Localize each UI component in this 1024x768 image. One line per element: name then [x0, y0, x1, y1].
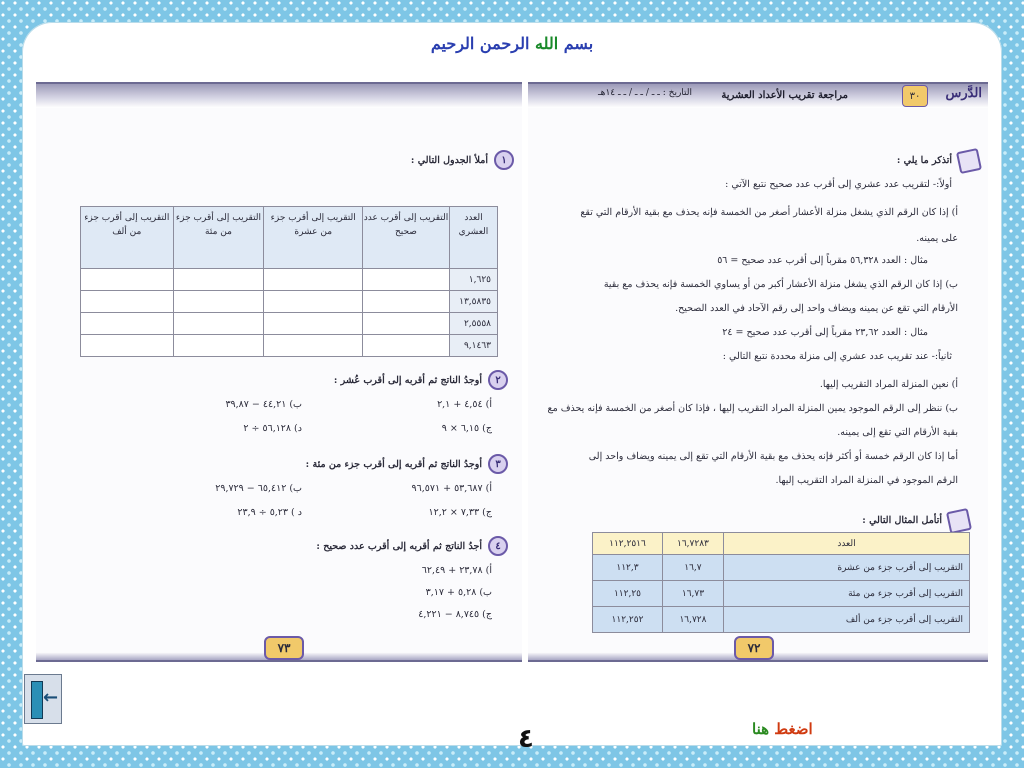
question-item: ب) ٥,٢٨ + ٣,١٧: [425, 587, 492, 598]
exercise-table-header-row: [81, 207, 498, 269]
answer-cell[interactable]: [264, 269, 363, 291]
press-here-word-1: اضغط: [774, 720, 813, 738]
text-line: ب) إذا كان الرقم الذي يشغل منزلة الأعشار أكبر من أو يساوي الخمسة فإنه يحذف مع بقية: [603, 279, 958, 290]
press-here-word-2: هنا: [752, 720, 770, 738]
answer-cell[interactable]: [173, 269, 264, 291]
table-row: [81, 335, 498, 357]
table-header-cell: التقريب إلى أقرب جزء من مئة: [173, 207, 264, 269]
lesson-label: الدَّرس: [945, 86, 982, 101]
question-item: د ) ٥,٢٣ ÷ ٢٣,٩: [237, 507, 302, 518]
table-cell: ١١٢,٢٥٢: [593, 607, 663, 633]
table-cell: ١٦,٧: [662, 555, 723, 581]
table-cell: ٢,٥٥٥٨: [449, 313, 497, 335]
page-header-bar: [36, 82, 522, 108]
basmala-word-3: الرحمن الرحيم: [430, 34, 530, 53]
question-title: أجدُ الناتج ثم أقربه إلى أقرب عدد صحيح :: [316, 541, 482, 552]
question-item: أ) ٤,٥٤ + ٢,١: [437, 399, 492, 410]
answer-cell[interactable]: [264, 291, 363, 313]
page-number-badge: ٧٢: [734, 636, 774, 660]
press-here-link[interactable]: [752, 720, 813, 738]
text-line: ثانياً:- عند تقريب عدد عشري إلى منزلة محددة نتبع التالي :: [722, 351, 952, 362]
table-cell: التقريب إلى أقرب جزء من ألف: [723, 607, 969, 633]
question-title: أوجدُ الناتج ثم أقربه إلى أقرب جزء من مئة :: [305, 459, 482, 470]
text-line: الأرقام التي تقع عن يمينه ويضاف واحد إلى رقم الآحاد في العدد الصحيح.: [675, 303, 958, 314]
question-item: أ) ٥٣,٦٨٧ + ٩٦,٥٧١: [411, 483, 492, 494]
table-header-cell: التقريب إلى أقرب عدد صحيح: [362, 207, 449, 269]
example-table-header-row: [593, 533, 970, 555]
table-cell: ١٦,٧٣: [662, 581, 723, 607]
question-item: د) ٥٦,١٢٨ ÷ ٢: [243, 423, 302, 434]
answer-cell[interactable]: [81, 335, 174, 357]
answer-cell[interactable]: [173, 313, 264, 335]
table-cell: ١,٦٢٥: [449, 269, 497, 291]
table-row: [593, 581, 970, 607]
question-item: ب) ٦٥,٤١٢ − ٢٩,٧٢٩: [215, 483, 302, 494]
table-cell: ٩,١٤٦٣: [449, 335, 497, 357]
table-header-cell: العدد العشري: [449, 207, 497, 269]
remember-icon: [956, 148, 982, 174]
table-row: [81, 269, 498, 291]
question-item: ج) ٧,٣٣ × ١٢,٢: [428, 507, 492, 518]
textbook-page-right: [528, 82, 988, 662]
example-icon: [946, 508, 972, 534]
question-number-icon: ٤: [488, 536, 508, 556]
lesson-title: مراجعة تقريب الأعداد العشرية: [721, 90, 848, 101]
table-row: [593, 555, 970, 581]
question-title: أوجدُ الناتج ثم أقربه إلى أقرب عُشر :: [333, 375, 482, 386]
answer-cell[interactable]: [173, 335, 264, 357]
text-line: ب) ننظر إلى الرقم الموجود يمين المنزلة المراد التقريب إليها ، فإذا كان أصغر من الخمسة فإنه يحذف مع: [547, 403, 958, 414]
text-line: الرقم الموجود في المنزلة المراد التقريب إليها.: [775, 475, 958, 486]
table-cell: ١٣,٥٨٣٥: [449, 291, 497, 313]
text-line: على يمينه.: [916, 233, 958, 244]
answer-cell[interactable]: [264, 313, 363, 335]
example-heading: أتأمل المثال التالي :: [862, 515, 942, 526]
text-line: مثال : العدد ٢٣,٦٢ مقرباً إلى أقرب عدد صحيح = ٢٤: [722, 327, 928, 338]
answer-cell[interactable]: [362, 291, 449, 313]
text-line: أولاً:- لتقريب عدد عشري إلى أقرب عدد صحيح نتبع الآتي :: [725, 179, 952, 190]
text-line: مثال : العدد ٥٦,٣٢٨ مقرباً إلى أقرب عدد صحيح = ٥٦: [717, 255, 928, 266]
question-number-icon: ١: [494, 150, 514, 170]
slide-frame: [22, 22, 1002, 746]
page-number-badge: ٧٣: [264, 636, 304, 660]
exit-door-icon: [31, 681, 43, 719]
table-cell: ١٦,٧٢٨: [662, 607, 723, 633]
lesson-number-badge: ٣٠: [902, 85, 928, 107]
table-header-cell: ١١٢,٢٥١٦: [593, 533, 663, 555]
answer-cell[interactable]: [81, 313, 174, 335]
table-row: [81, 291, 498, 313]
question-number-icon: ٣: [488, 454, 508, 474]
table-header-cell: ١٦,٧٢٨٣: [662, 533, 723, 555]
exit-button[interactable]: [24, 674, 62, 724]
page-header-bar: [528, 82, 988, 108]
question-title: أملأ الجدول التالي :: [410, 155, 488, 166]
table-cell: ١١٢,٢٥: [593, 581, 663, 607]
question-item: أ) ٢٣,٧٨ + ٦٢,٤٩: [421, 565, 492, 576]
table-row: [593, 607, 970, 633]
text-line: أ) نعين المنزلة المراد التقريب إليها.: [819, 379, 958, 390]
answer-cell[interactable]: [264, 335, 363, 357]
question-item: ج) ٦,١٥ × ٩: [441, 423, 492, 434]
table-row: [81, 313, 498, 335]
answer-cell[interactable]: [81, 269, 174, 291]
basmala-word-1: بسم: [563, 34, 594, 53]
remember-heading: أتذكر ما يلي :: [896, 155, 952, 166]
decorative-swirl: ٤: [518, 724, 534, 754]
answer-cell[interactable]: [362, 269, 449, 291]
question-number-icon: ٢: [488, 370, 508, 390]
exercise-table: [80, 206, 498, 357]
date-line: التاريخ : ـ ـ / ـ ـ / ـ ـ ١٤هـ: [598, 88, 692, 98]
table-cell: التقريب إلى أقرب جزء من مئة: [723, 581, 969, 607]
example-table: [592, 532, 970, 633]
table-cell: ١١٢,٣: [593, 555, 663, 581]
exit-arrow-icon: ←: [43, 687, 59, 708]
answer-cell[interactable]: [81, 291, 174, 313]
text-line: بقية الأرقام التي تقع إلى يمينه.: [837, 427, 958, 438]
textbook-page-left: [36, 82, 522, 662]
basmala-heading: [22, 34, 1002, 53]
answer-cell[interactable]: [362, 335, 449, 357]
text-line: أ) إذا كان الرقم الذي يشغل منزلة الأعشار أصغر من الخمسة فإنه يحذف مع بقية الأرقام التي تقع: [580, 207, 958, 218]
table-header-cell: التقريب إلى أقرب جزء من عشرة: [264, 207, 363, 269]
question-item: ب) ٤٤,٢١ − ٣٩,٨٧: [225, 399, 302, 410]
answer-cell[interactable]: [362, 313, 449, 335]
question-item: ج) ٨,٧٤٥ − ٤,٢٢١: [418, 609, 492, 620]
text-line: أما إذا كان الرقم خمسة أو أكثر فإنه يحذف مع بقية الأرقام التي تقع إلى يمينه ويضاف واحد إلى: [588, 451, 958, 462]
basmala-word-2: الله: [534, 34, 559, 53]
table-header-cell: العدد: [723, 533, 969, 555]
table-cell: التقريب إلى أقرب جزء من عشرة: [723, 555, 969, 581]
table-header-cell: التقريب إلى أقرب جزء من ألف: [81, 207, 174, 269]
answer-cell[interactable]: [173, 291, 264, 313]
